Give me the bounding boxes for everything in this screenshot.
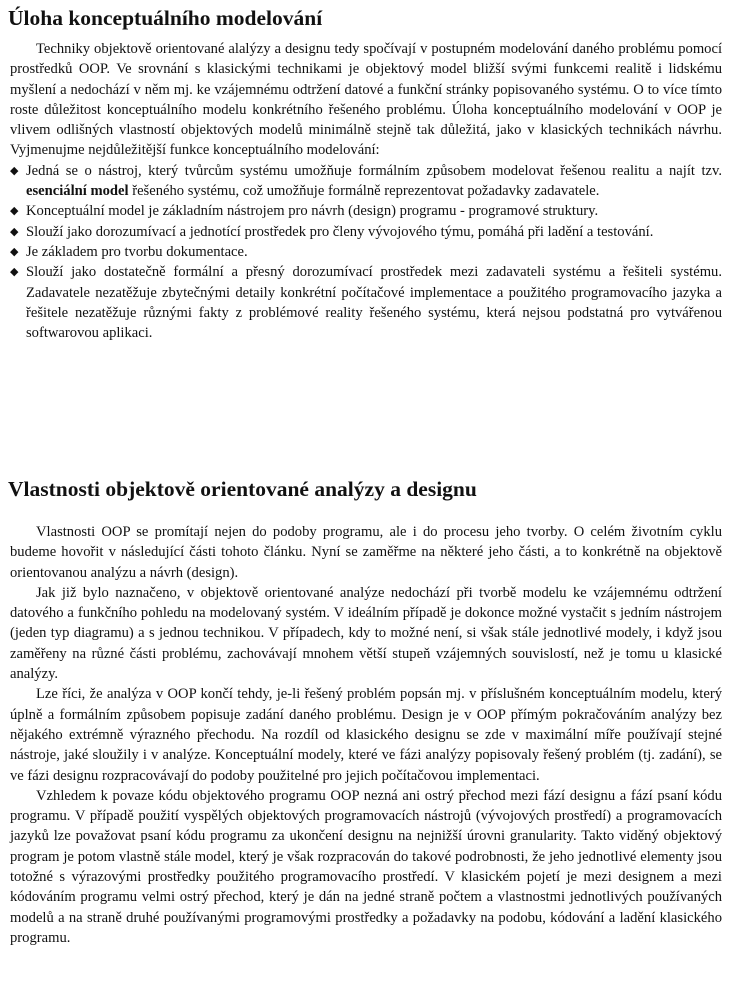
section-title-oo-analysis-design: Vlastnosti objektově orientované analýzy a designu [8, 477, 477, 501]
list-item: ◆ Konceptuální model je základním nástrojem pro návrh (design) programu - programové struktury. [10, 201, 722, 221]
diamond-bullet-icon: ◆ [10, 245, 19, 258]
diamond-bullet-icon: ◆ [10, 225, 19, 238]
section-body-oo-analysis-design [10, 522, 722, 948]
body-paragraph: Lze říci, že analýza v OOP končí tehdy, je-li řešený problém popsán mj. v příslušném konceptuálním modelu, který úplně a formálním způsobem popisuje zadání daného problému. Design je v OOP přímým pokračováním analýzy bez nějakého extrémně výrazného přechodu. Na rozdíl od klasického designu se zde v maximální míře používají stejné nástroje, jaké sloužily i v analýze. Konceptuální modely, které ve fázi analýzy popisovaly řešený problém (tj. zadání), se ve fázi designu rozpracovávají do podoby použitelné pro jejich počítačovou implementaci. [10, 686, 722, 784]
section-body-conceptual-modeling [10, 39, 722, 343]
diamond-bullet-icon: ◆ [10, 266, 19, 279]
function-list [10, 161, 722, 344]
list-item: ◆ Slouží jako dorozumívací a jednotící prostředek pro členy vývojového týmu, pomáhá při ladění a testování. [10, 222, 722, 242]
section-title-conceptual-modeling: Úloha konceptuálního modelování [8, 6, 323, 30]
intro-paragraph: Techniky objektově orientované alalýzy a designu tedy spočívají v postupném modelování daného problému pomocí prostředků OOP. Ve srovnání s klasickými technikami je objektový model bližší svými funkcemi realitě i lidskému myšlení a nedochází v něm mj. ke vzájemnému odtržení datové a funkční stránky popisovaného systému. O to více tímto roste důležitost konceptuálního modelu konkrétního řešeného problému. Úloha konceptuálního modelování v OOP je vlivem odlišných vlastností objektových modelů minimálně stejně tak důležitá, jako v klasických technikách návrhu. Vyjmenujme nejdůležitější funkce konceptuálního modelování: [10, 41, 722, 159]
diamond-bullet-icon: ◆ [10, 205, 19, 218]
list-item: ◆ Jedná se o nástroj, který tvůrcům systému umožňuje formálním způsobem modelovat řešenou realitu a najít tzv. esenciální model řešeného systému, což umožňuje formálně reprezentovat požadavky zadavatele. [10, 162, 722, 200]
body-paragraph: Vzhledem k povaze kódu objektového programu OOP nezná ani ostrý přechod mezi fází designu a fází psaní kódu programu. V případě použití vyspělých objektových programovacích nástrojů (vývojových prostředí) a programovacích jazyků lze považovat psaní kódu programu za ukončení designu na nejnižší úrovni granularity. Takto viděný objektový program je potom vlastně stále model, který je však rozpracován do takové podrobnosti, že jeho jednotlivé elementy jsou totožné s výrazovými prostředky použitého programovacího prostředí. V klasickém pojetí je mezi designem a mezi kódováním programu velmi ostrý přechod, který je dán na jedné straně počtem a vlastnostmi jednotlivých používaných modelů a na straně druhé používanými programovými prostředky a požadavky na podobu, kódování a ladění klasického programu. [10, 787, 722, 946]
list-item: ◆ Slouží jako dostatečně formální a přesný dorozumívací prostředek mezi zadavateli systému a řešiteli systému. Zadavatele nezatěžuje zbytečnými detaily konkrétní počítačové implementace a použitého programovacího jazyka a řešitele nezatěžuje různými fakty z problémové reality řešeného systému, která nejsou podstatná pro vytvářenou softwarovou aplikaci. [10, 264, 722, 342]
list-item: ◆ Je základem pro tvorbu dokumentace. [10, 242, 722, 262]
body-paragraph: Jak již bylo naznačeno, v objektově orientované analýze nedochází při tvorbě modelu ke vzájemnému odtržení datového a funkčního pohledu na modelovaný systém. V ideálním případě je dokonce možné vystačit s jedním nástrojem (jeden typ diagramu) a s jednou technikou. V případech, kdy to možné není, si však stále jednotlivé modely, i když jsou zaměřeny na různé části problému, zachovávají mnohem větší stupeň vzájemných souvislostí, než je tomu u klasické analýzy. [10, 584, 722, 683]
diamond-bullet-icon: ◆ [10, 164, 19, 177]
body-paragraph: Vlastnosti OOP se promítají nejen do podoby programu, ale i do procesu jeho tvorby. O celém životním cyklu budeme hovořit v následující části tohoto článku. Nyní se zaměřme na některé jeho části, a to konkrétně na objektově orientovanou analýzu a návrh (design). [10, 524, 722, 581]
emphasis-term: esenciální model [26, 183, 129, 200]
